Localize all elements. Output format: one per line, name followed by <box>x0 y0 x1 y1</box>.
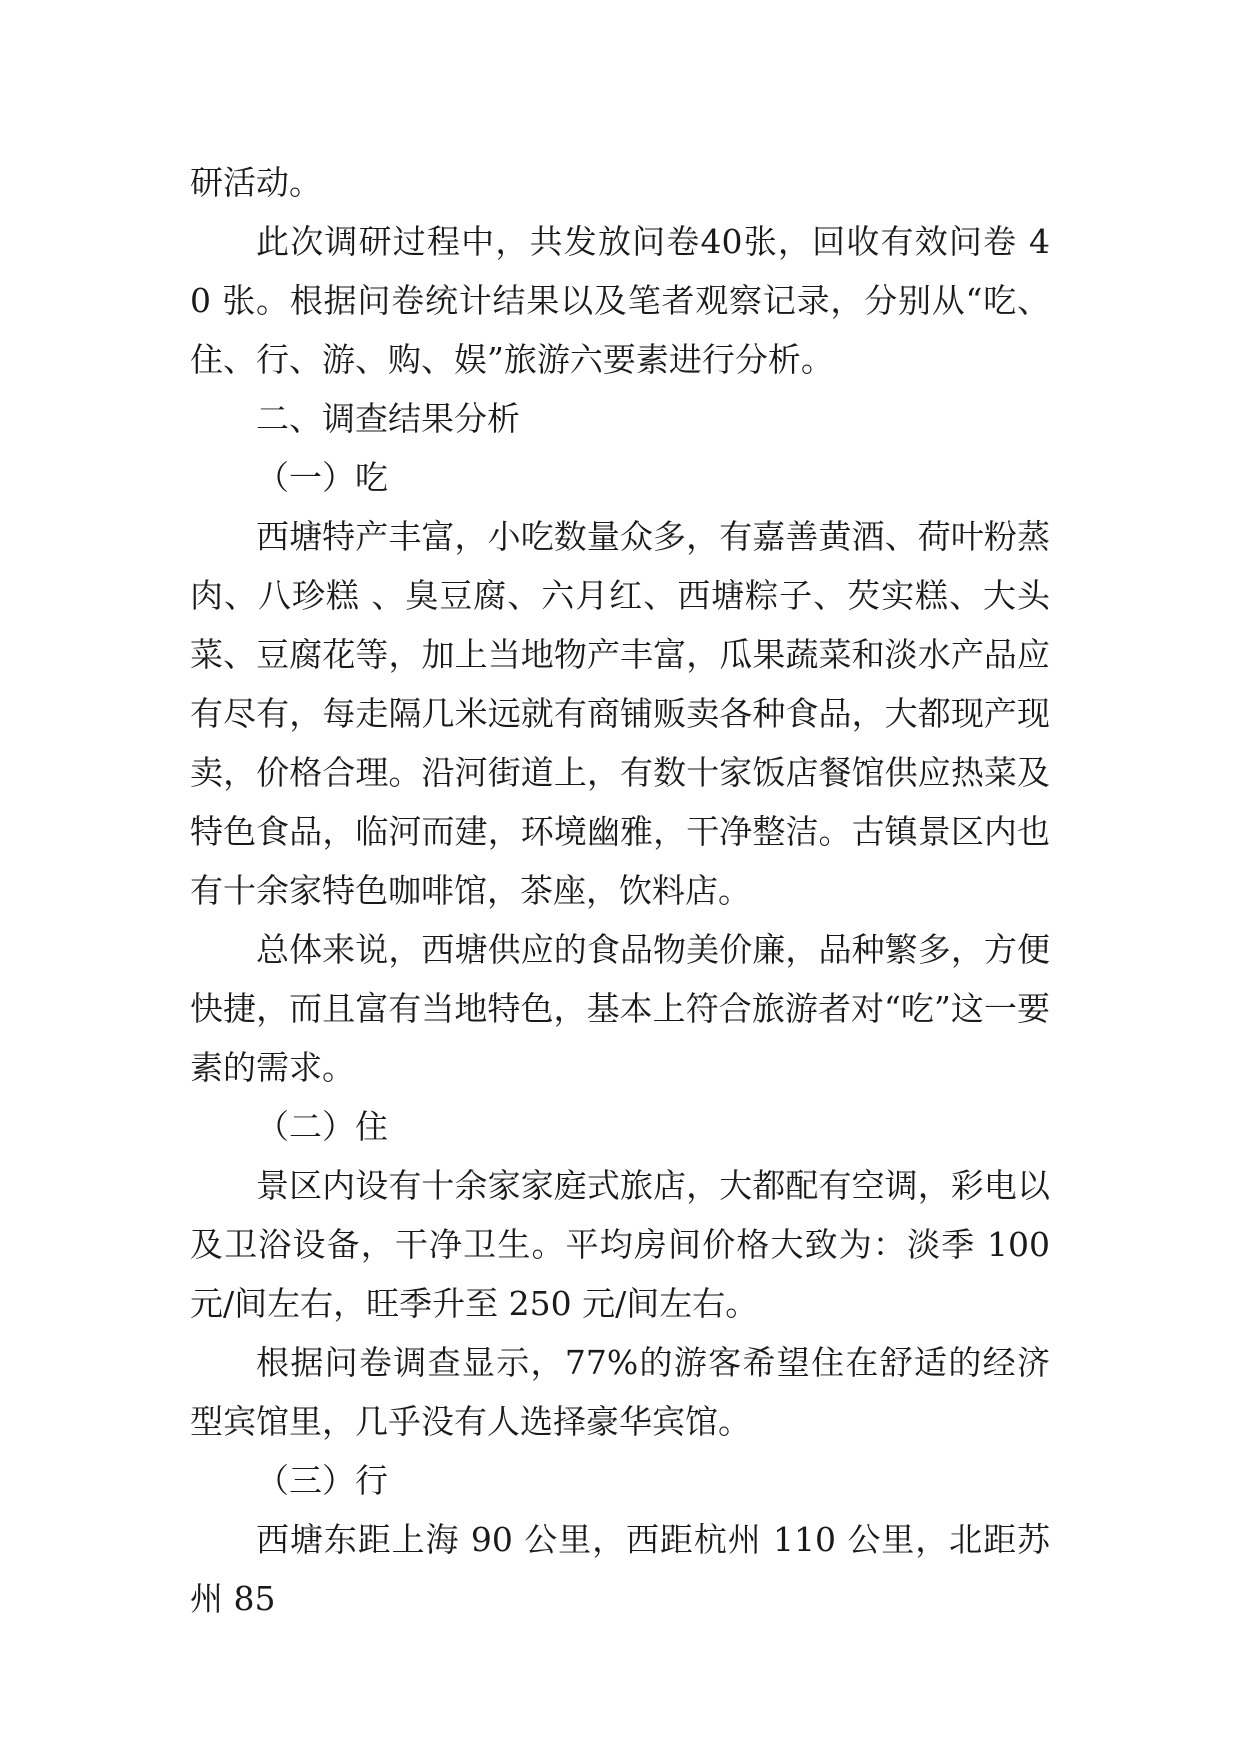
subsection-heading-stay: （二）住 <box>256 1107 388 1146</box>
paragraph-eat-summary: 总体来说，西塘供应的食品物美价廉，品种繁多，方便快捷，而且富有当地特色，基本上符合旅游者对“吃”这一要素的需求。 <box>190 930 1050 1087</box>
paragraph-stay-survey: 根据问卷调查显示，77%的游客希望住在舒适的经济型宾馆里，几乎没有人选择豪华宾馆。 <box>190 1343 1050 1441</box>
subsection-heading-eat: （一）吃 <box>256 458 388 497</box>
subsection-heading-travel: （三）行 <box>256 1461 388 1500</box>
paragraph-travel-details: 西塘东距上海 90 公里，西距杭州 110 公里，北距苏州 85 <box>190 1520 1050 1618</box>
paragraph-survey-summary: 此次调研过程中，共发放问卷40张，回收有效问卷 4 0 张。根据问卷统计结果以及笔者观察记录，分别从“吃、住、行、游、购、娱”旅游六要素进行分析。 <box>190 222 1050 379</box>
paragraph-continuation: 研活动。 <box>190 163 322 202</box>
paragraph-eat-details: 西塘特产丰富，小吃数量众多，有嘉善黄酒、荷叶粉蒸肉、八珍糕 、臭豆腐、六月红、西塘粽子、芡实糕、大头菜、豆腐花等，加上当地物产丰富，瓜果蔬菜和淡水产品应有尽有，每走隔几米远就有商铺贩卖各种食品，大都现产现卖，价格合理。沿河街道上，有数十家饭店餐馆供应热菜及特色食品，临河而建，环境幽雅，干净整洁。古镇景区内也有十余家特色咖啡馆，茶座，饮料店。 <box>190 517 1050 910</box>
section-heading-analysis: 二、调查结果分析 <box>256 399 520 438</box>
document-body <box>190 153 1050 1628</box>
paragraph-stay-details: 景区内设有十余家家庭式旅店，大都配有空调，彩电以及卫浴设备，干净卫生。平均房间价格大致为：淡季 100 元/间左右，旺季升至 250 元/间左右。 <box>190 1166 1050 1323</box>
